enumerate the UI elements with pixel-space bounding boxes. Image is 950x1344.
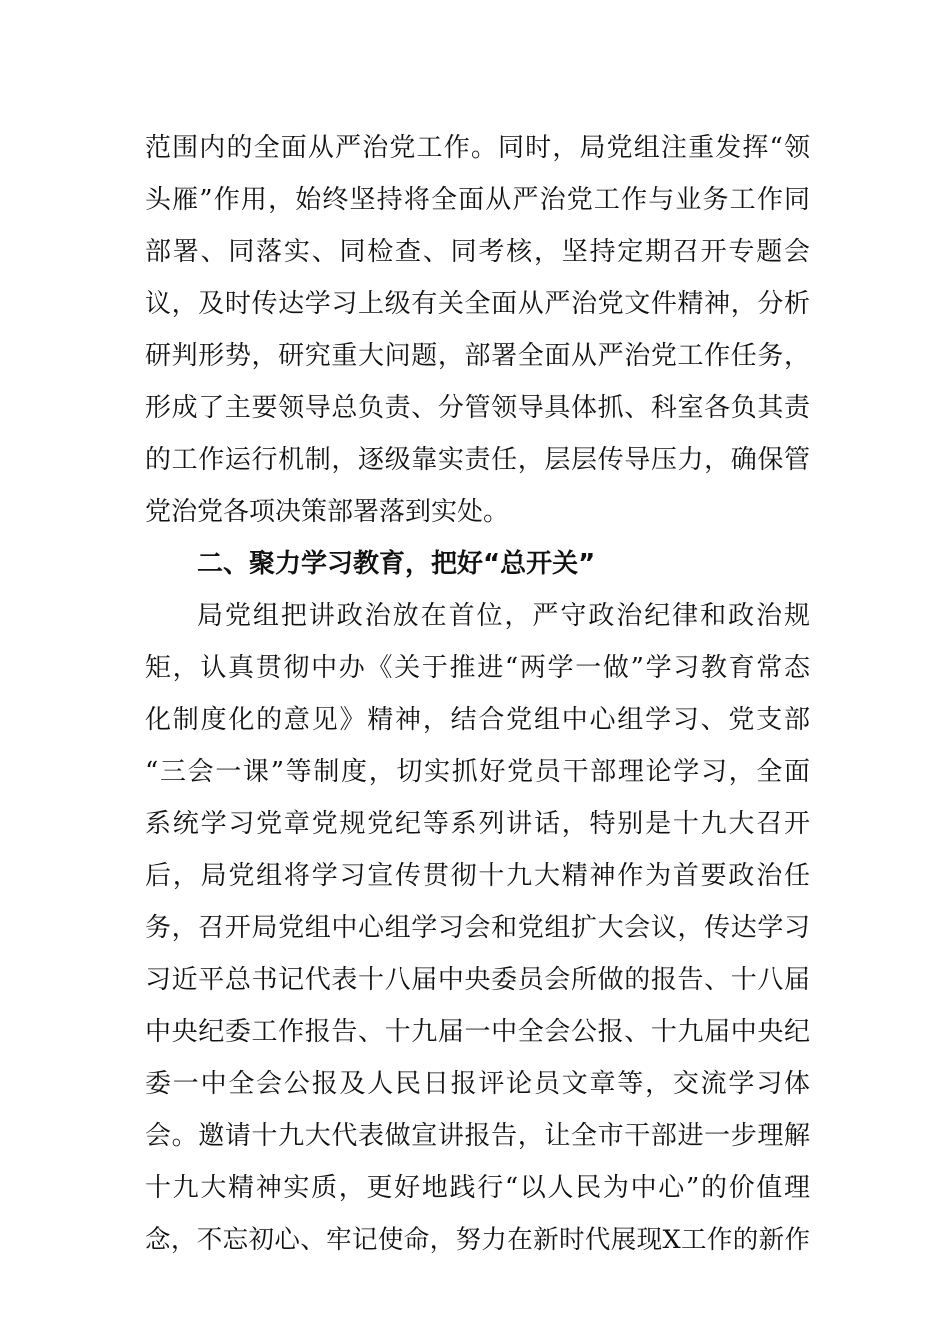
paragraph-2-line-7: 务，召开局党组中心组学习会和党组扩大会议，传达学习 (145, 913, 810, 943)
paragraph-2-line-2: 矩，认真贯彻中办《关于推进“两学一做”学习教育常态 (145, 653, 810, 683)
paragraph-2-line-6: 后，局党组将学习宣传贯彻十九大精神作为首要政治任 (145, 861, 810, 891)
paragraph-1-line-4: 议，及时传达学习上级有关全面从严治党文件精神，分析 (145, 289, 810, 319)
paragraph-1-line-1: 范围内的全面从严治党工作。同时，局党组注重发挥“领 (145, 133, 810, 163)
paragraph-2-line-13: 念，不忘初心、牢记使命，努力在新时代展现X工作的新作 (145, 1225, 810, 1255)
paragraph-1-line-5: 研判形势，研究重大问题，部署全面从严治党工作任务， (145, 341, 810, 371)
paragraph-2-line-12: 十九大精神实质，更好地践行“以人民为中心”的价值理 (145, 1173, 810, 1203)
paragraph-1-line-2: 头雁”作用，始终坚持将全面从严治党工作与业务工作同 (145, 185, 810, 215)
paragraph-1-line-8: 党治党各项决策部署落到实处。 (145, 497, 510, 527)
paragraph-2-line-5: 系统学习党章党规党纪等系列讲话，特别是十九大召开 (145, 809, 810, 839)
paragraph-2-line-3: 化制度化的意见》精神，结合党组中心组学习、党支部 (145, 705, 810, 735)
paragraph-2-line-9: 中央纪委工作报告、十九届一中全会公报、十九届中央纪 (145, 1017, 810, 1047)
section-heading: 二、聚力学习教育，把好“总开关” (197, 549, 596, 579)
paragraph-2-line-1: 局党组把讲政治放在首位，严守政治纪律和政治规 (197, 601, 810, 631)
paragraph-2-line-8: 习近平总书记代表十八届中央委员会所做的报告、十八届 (145, 965, 810, 995)
paragraph-2-line-4: “三会一课”等制度，切实抓好党员干部理论学习，全面 (145, 757, 810, 787)
paragraph-2-line-11: 会。邀请十九大代表做宣讲报告，让全市干部进一步理解 (145, 1121, 810, 1151)
paragraph-1-line-7: 的工作运行机制，逐级靠实责任，层层传导压力，确保管 (145, 445, 810, 475)
paragraph-2-line-10: 委一中全会公报及人民日报评论员文章等，交流学习体 (145, 1069, 810, 1099)
paragraph-1-line-6: 形成了主要领导总负责、分管领导具体抓、科室各负其责 (145, 393, 810, 423)
paragraph-1-line-3: 部署、同落实、同检查、同考核，坚持定期召开专题会 (145, 237, 810, 267)
